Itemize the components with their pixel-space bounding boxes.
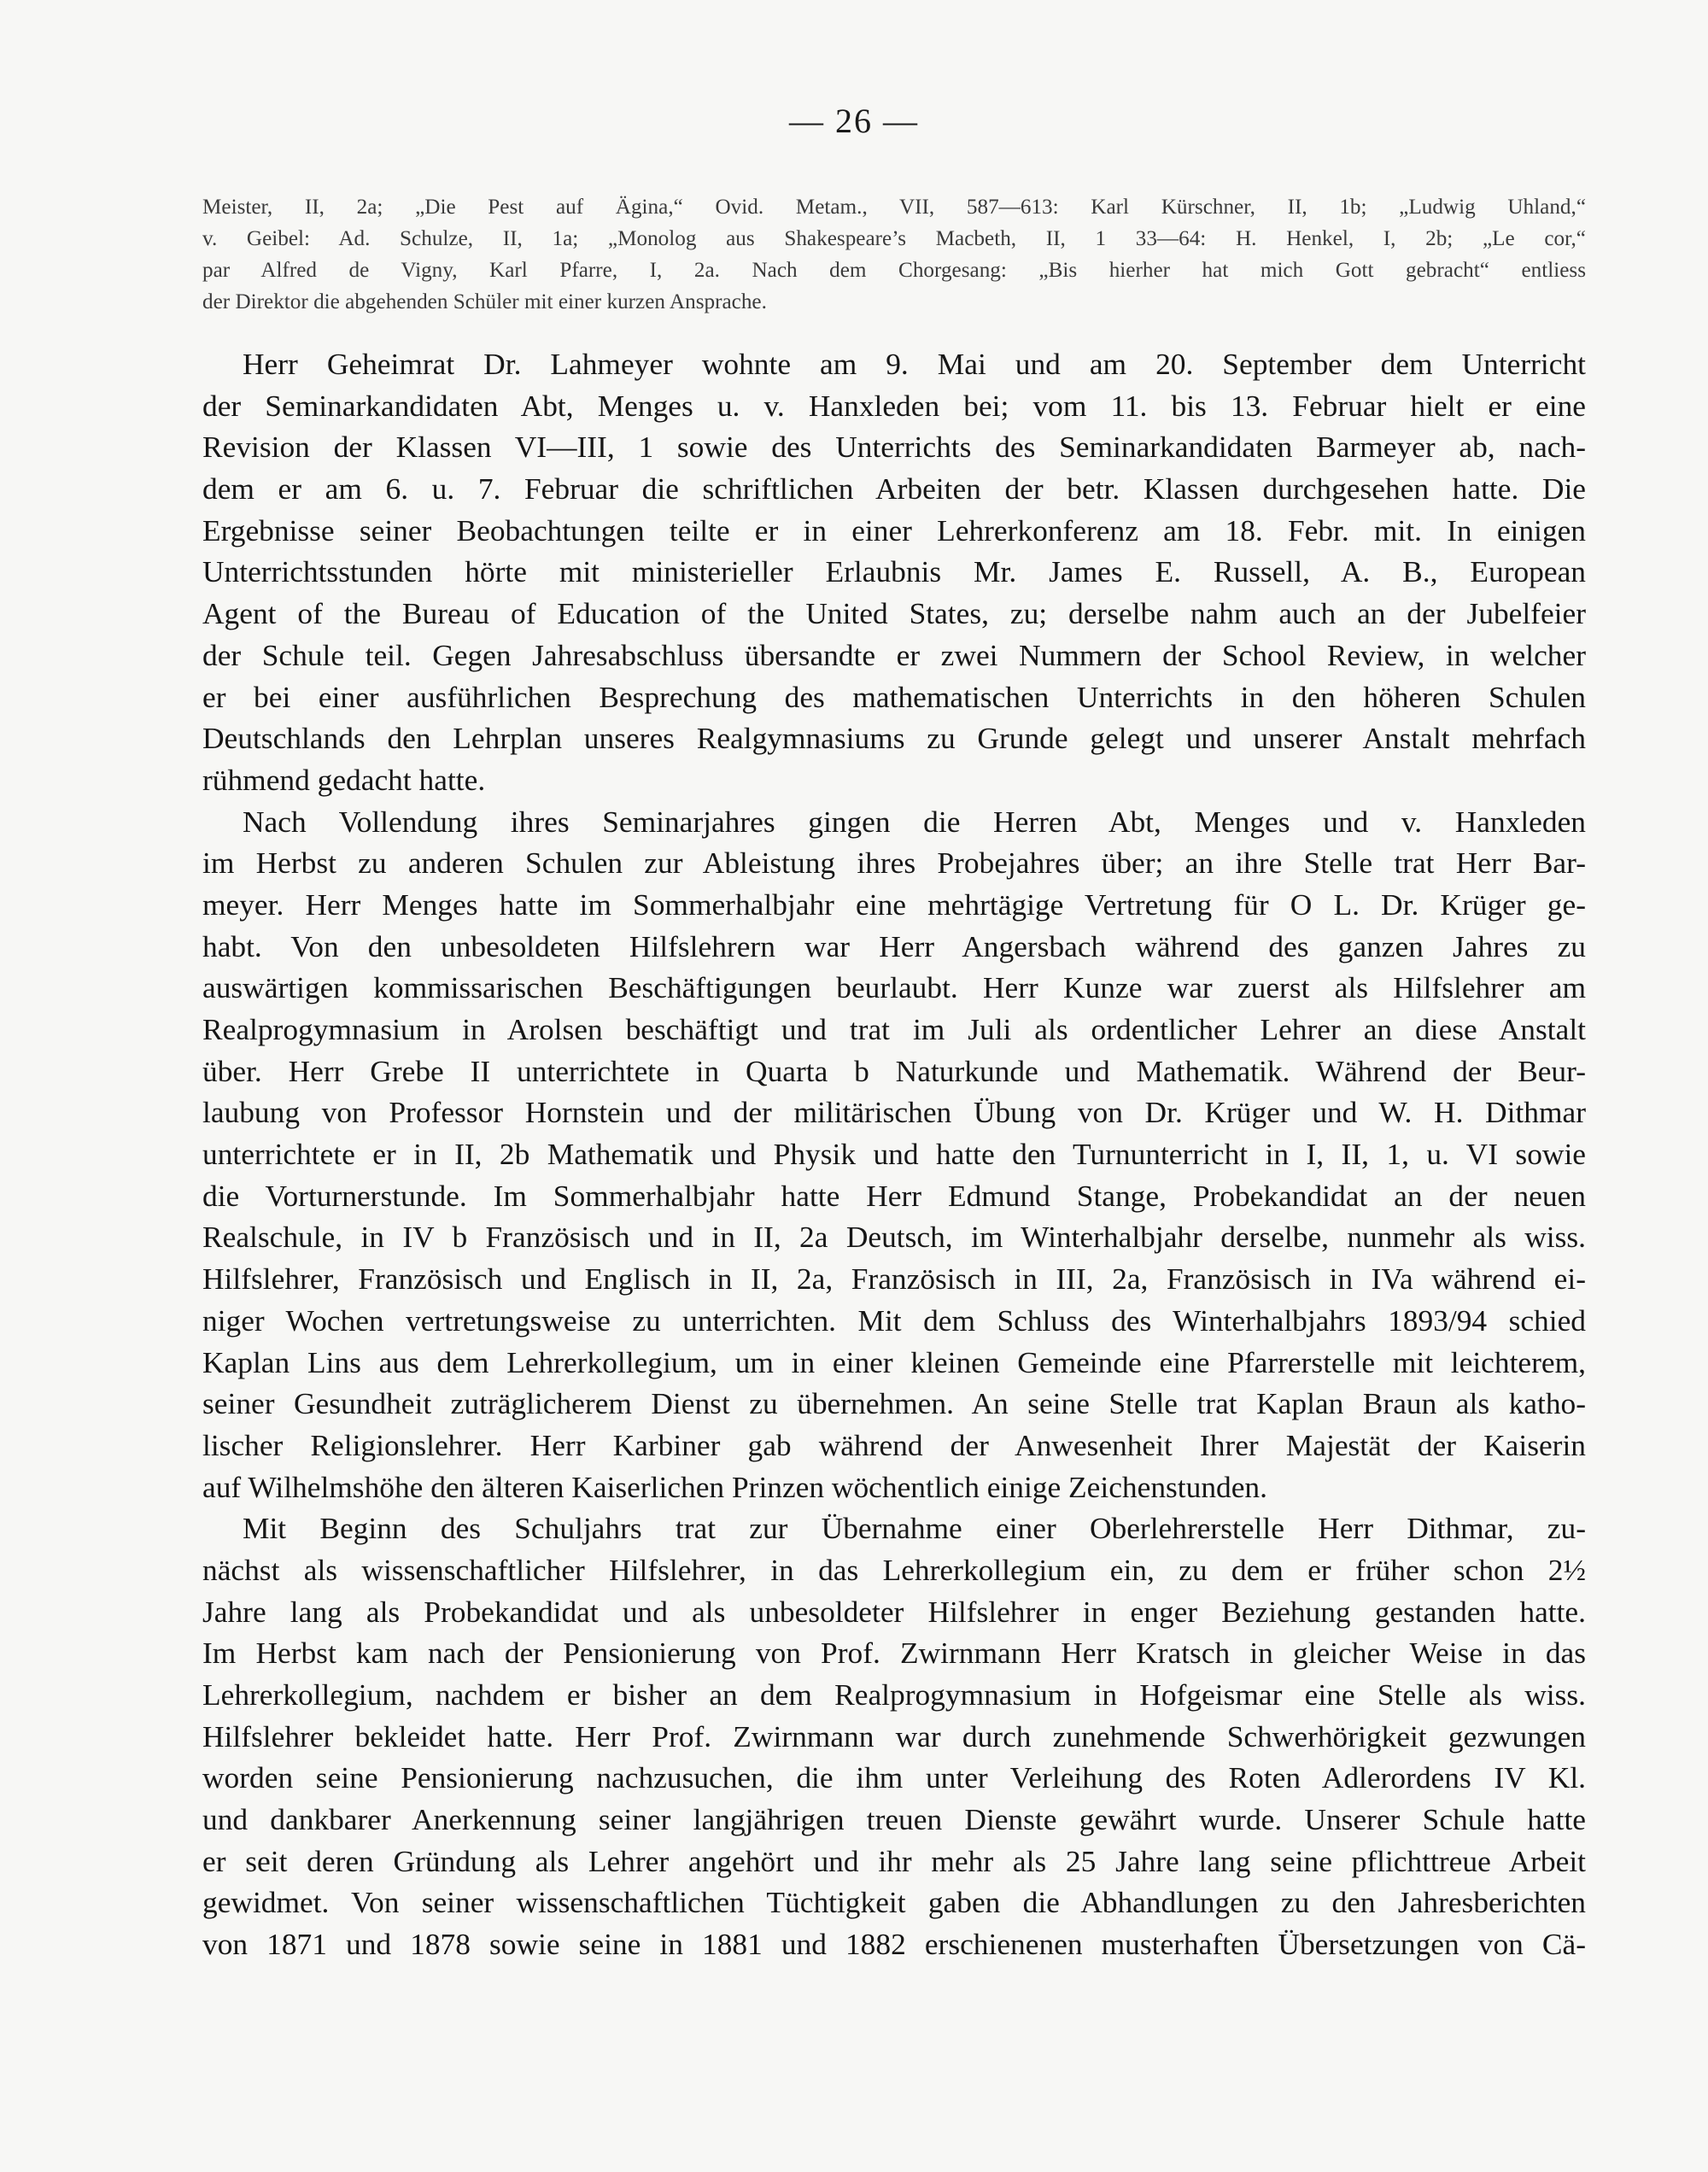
intro-text xyxy=(202,191,1586,318)
text-line: Realprogymnasium in Arolsen beschäftigt und trat im Juli als ordentlicher Lehrer an diese Anstalt xyxy=(202,1012,1586,1046)
text-line: gewidmet. Von seiner wissenschaftlichen Tüchtigkeit gaben die Abhandlungen zu den Jahresberichten xyxy=(202,1885,1586,1920)
text-line: Mit Beginn des Schuljahrs trat zur Übernahme einer Oberlehrerstelle Herr Dithmar, zu- xyxy=(243,1511,1586,1546)
text-line: dem er am 6. u. 7. Februar die schriftlichen Arbeiten der betr. Klassen durchgesehen hatte. Die xyxy=(202,471,1586,506)
text-line: Herr Geheimrat Dr. Lahmeyer wohnte am 9. Mai und am 20. September dem Unterricht xyxy=(243,347,1586,381)
text-line: lischer Religionslehrer. Herr Karbiner gab während der Anwesenheit Ihrer Majestät der Kaiserin xyxy=(202,1427,1586,1462)
text-line: Unterrichtsstunden hörte mit ministerieller Erlaubnis Mr. James E. Russell, A. B., European xyxy=(202,554,1586,589)
text-line: habt. Von den unbesoldeten Hilfslehrern war Herr Angersbach während des ganzen Jahres zu xyxy=(202,928,1586,963)
text-line: auf Wilhelmshöhe den älteren Kaiserlichen Prinzen wöchentlich einige Zeichenstunden. xyxy=(202,1469,1267,1504)
text-line: unterrichtete er in II, 2b Mathematik und Physik und hatte den Turnunterricht in I, II, 1, u. VI sowie xyxy=(202,1137,1586,1172)
intro-line: der Direktor die abgehenden Schüler mit einer kurzen Ansprache. xyxy=(202,290,767,313)
text-line: Nach Vollendung ihres Seminarjahres gingen die Herren Abt, Menges und v. Hanxleden xyxy=(243,804,1586,839)
text-line: auswärtigen kommissarischen Beschäftigungen beurlaubt. Herr Kunze war zuerst als Hilfslehrer am xyxy=(202,970,1586,1005)
text-line: meyer. Herr Menges hatte im Sommerhalbjahr eine mehrtägige Vertretung für O L. Dr. Krüger ge- xyxy=(202,887,1586,922)
text-line: rühmend gedacht hatte. xyxy=(202,762,486,797)
text-line: Revision der Klassen VI—III, 1 sowie des Unterrichts des Seminarkandidaten Barmeyer ab, nach- xyxy=(202,430,1586,465)
text-line: die Vorturnerstunde. Im Sommerhalbjahr hatte Herr Edmund Stange, Probekandidat an der neuen xyxy=(202,1178,1586,1213)
paragraph-1 xyxy=(202,343,1586,801)
intro-line: par Alfred de Vigny, Karl Pfarre, I, 2a. Nach dem Chorgesang: „Bis hierher hat mich Gott gebracht“ entliess xyxy=(202,259,1586,282)
text-line: und dankbarer Anerkennung seiner langjährigen treuen Dienste gewährt wurde. Unserer Schule hatte xyxy=(202,1802,1586,1837)
text-line: Lehrerkollegium, nachdem er bisher an dem Realprogymnasium in Hofgeismar eine Stelle als wiss. xyxy=(202,1677,1586,1712)
text-line: über. Herr Grebe II unterrichtete in Quarta b Naturkunde und Mathematik. Während der Beur- xyxy=(202,1053,1586,1088)
text-line: Agent of the Bureau of Education of the United States, zu; derselbe nahm auch an der Jubelfeier xyxy=(202,596,1586,631)
text-line: Hilfslehrer, Französisch und Englisch in II, 2a, Französisch in III, 2a, Französisch in IVa während ei- xyxy=(202,1262,1586,1297)
main-text xyxy=(202,343,1586,1965)
page-number: — 26 — xyxy=(789,102,919,140)
text-line: seiner Gesundheit zuträglicherem Dienst zu übernehmen. An seine Stelle trat Kaplan Braun als katho- xyxy=(202,1386,1586,1421)
text-line: Deutschlands den Lehrplan unseres Realgymnasiums zu Grunde gelegt und unserer Anstalt mehrfach xyxy=(202,721,1586,756)
text-line: der Seminarkandidaten Abt, Menges u. v. Hanxleden bei; vom 11. bis 13. Februar hielt er eine xyxy=(202,388,1586,423)
text-line: er seit deren Gründung als Lehrer angehört und ihr mehr als 25 Jahre lang seine pflichttreue Arbeit xyxy=(202,1843,1586,1878)
text-line: worden seine Pensionierung nachzusuchen, die ihm unter Verleihung des Roten Adlerordens IV Kl. xyxy=(202,1760,1586,1795)
text-line: er bei einer ausführlichen Besprechung des mathematischen Unterrichts in den höheren Schulen xyxy=(202,679,1586,714)
text-line: Im Herbst kam nach der Pensionierung von Prof. Zwirnmann Herr Kratsch in gleicher Weise in das xyxy=(202,1636,1586,1671)
paragraph-3 xyxy=(202,1508,1586,1965)
intro-line: v. Geibel: Ad. Schulze, II, 1a; „Monolog aus Shakespeare’s Macbeth, II, 1 33—64: H. Henkel, I, 2b; „Le cor,“ xyxy=(202,227,1586,250)
text-line: Jahre lang als Probekandidat und als unbesoldeter Hilfslehrer in enger Beziehung gestanden hatte. xyxy=(202,1594,1586,1629)
text-line: von 1871 und 1878 sowie seine in 1881 und 1882 erschienenen musterhaften Übersetzungen von Cä- xyxy=(202,1927,1586,1962)
text-line: laubung von Professor Hornstein und der militärischen Übung von Dr. Krüger und W. H. Dithmar xyxy=(202,1095,1586,1130)
paragraph-2 xyxy=(202,801,1586,1508)
text-line: Kaplan Lins aus dem Lehrerkollegium, um in einer kleinen Gemeinde eine Pfarrerstelle mit leichterem, xyxy=(202,1344,1586,1379)
text-line: Ergebnisse seiner Beobachtungen teilte er in einer Lehrerkonferenz am 18. Febr. mit. In einigen xyxy=(202,512,1586,547)
intro-line: Meister, II, 2a; „Die Pest auf Ägina,“ Ovid. Metam., VII, 587—613: Karl Kürschner, II, 1b; „Ludwig Uhland,“ xyxy=(202,196,1586,219)
text-line: der Schule teil. Gegen Jahresabschluss übersandte er zwei Nummern der School Review, in welcher xyxy=(202,637,1586,672)
text-line: Hilfslehrer bekleidet hatte. Herr Prof. Zwirnmann war durch zunehmende Schwerhörigkeit gezwungen xyxy=(202,1718,1586,1753)
text-line: im Herbst zu anderen Schulen zur Ableistung ihres Probejahres über; an ihre Stelle trat Herr Bar- xyxy=(202,846,1586,881)
text-line: Realschule, in IV b Französisch und in II, 2a Deutsch, im Winterhalbjahr derselbe, nunmehr als wiss. xyxy=(202,1220,1586,1255)
text-line: niger Wochen vertretungsweise zu unterrichten. Mit dem Schluss des Winterhalbjahrs 1893/94 schied xyxy=(202,1303,1586,1338)
text-line: nächst als wissenschaftlicher Hilfslehrer, in das Lehrerkollegium ein, zu dem er früher schon 2½ xyxy=(202,1552,1586,1587)
